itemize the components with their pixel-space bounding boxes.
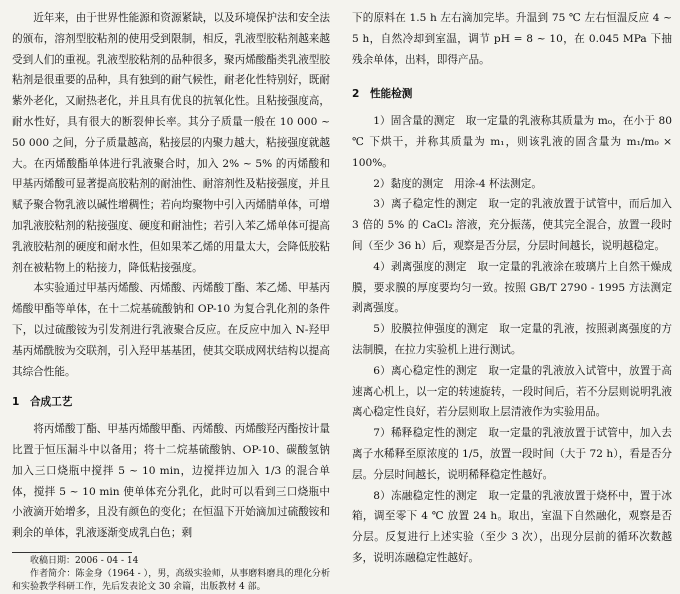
author-bio: 作者简介：陈金身（1964 - ），男，高级实验师，从事磨料磨具的理化分析和实验教学科研工作，先后发表论文 30 余篇，出版教材 4 部。: [12, 568, 330, 592]
section-heading-testing: 2 性能检测: [352, 88, 413, 101]
synthesis-paragraph: 将丙烯酸丁酯、甲基丙烯酸甲酯、丙烯酸、丙烯酸羟丙酯按计量比置于恒压漏斗中以备用；将十二烷基硫酸钠、OP-10、碳酸氢钠加入三口烧瓶中搅拌 5 ~ 10 min，边搅拌边加入 1/3 的混合单体，搅拌 5 ~ 10 min 使单体充分乳化，此时可以看到三口烧瓶中小液滴开始增多，且没有颜色的变化；在恒温下开始滴加过硫酸铵和剩余的单体，乳液逐渐变成乳白色；剩: [12, 423, 330, 540]
test-item: 4）剥离强度的测定 取一定量的乳液涂在玻璃片上自然干燥成膜，要求膜的厚度要均匀一致。按照 GB/T 2790 - 1995 方法测定剥离强度。: [352, 260, 672, 315]
test-item: 8）冻融稳定性的测定 取一定量的乳液放置于烧杯中，置于冰箱，调至零下 4 ℃ 放置 24 h。取出，室温下自然融化，观察是否分层。反复进行上述实验（至少 3 次），出现分层前的循环次数越多，说明冻融稳定性越好。: [352, 489, 672, 564]
test-item: 7）稀释稳定性的测定 取一定量的乳液放置于试管中，加入去离子水稀释至原浓度的 1/5，放置一段时间（大于 72 h），看是否分层。分层时间越长，说明稀释稳定性越好。: [352, 427, 672, 481]
intro-paragraph-1: 近年来，由于世界性能源和资源紧缺，以及环境保护法和安全法的颁布，溶剂型胶粘剂的使用受到限制，相反，乳液型胶粘剂越来越受到人们的重视。乳液型胶粘剂的品种很多，聚丙烯酸酯类乳液型胶粘剂是很重要的品种，具有独到的耐气候性，耐老化性特别好，既耐紫外老化，又耐热老化，并且具有优良的抗氧化性。且粘接强度高，耐水性好，具有很大的断裂伸长率。其分子质量一般在 10 000 ~ 50 000 之间，分子质量越高，粘接层的内聚力越大，粘接强度就越大。在丙烯酸酯单体进行乳液聚合时，加入 2% ~ 5% 的丙烯酸和甲基丙烯酸可显著提高胶粘剂的耐油性、耐溶剂性及粘接强度，并且赋予聚合物乳液以碱性增稠性；若向均聚物中引入丙烯腈单体，可增加乳液胶粘剂的粘接强度、硬度和耐油性；若引入苯乙烯单体可提高乳液胶粘剂的硬度和耐水性，但如果苯乙烯的用量太大，会降低胶粘剂在被粘物上的粘接力，降低粘接强度。: [12, 12, 330, 274]
section-heading-synthesis: 1 合成工艺: [12, 396, 73, 409]
right-column: [352, 8, 672, 569]
received-date: 收稿日期：2006 - 04 - 14: [30, 555, 139, 566]
synthesis-continuation: 下的原料在 1.5 h 左右滴加完毕。升温到 75 ℃ 左右恒温反应 4 ~ 5 h，自然冷却到室温，调节 pH = 8 ~ 10，在 0.045 MPa 下抽残余单体，出料，即得产品。: [352, 12, 672, 66]
test-item: 3）离子稳定性的测定 取一定的乳液放置于试管中，而后加入 3 倍的 5% 的 CaCl₂ 溶液，充分振荡，使其完全混合，放置一段时间（至少 36 h）后，观察是否分层，分层时间越长，说明越稳定。: [352, 198, 672, 252]
test-item: 6）离心稳定性的测定 取一定量的乳液放入试管中，放置于高速离心机上，以一定的转速旋转，一段时间后，若不分层则说明乳液离心稳定性良好，若分层则取上层清液作为实验用品。: [352, 364, 672, 419]
test-item: 5）胶膜拉伸强度的测定 取一定量的乳液，按照剥离强度的方法制膜，在拉力实验机上进行测试。: [352, 323, 672, 356]
test-item: 1）固含量的测定 取一定量的乳液称其质量为 m₀，在小于 80 ℃ 下烘干，并称其质量为 m₁，则该乳液的固含量为 m₁/m₀ × 100%。: [352, 115, 672, 169]
footnote-rule: [12, 552, 132, 553]
left-column: [12, 8, 330, 594]
test-item: 2）黏度的测定 用涂-4 杯法测定。: [373, 177, 542, 190]
intro-paragraph-2: 本实验通过甲基丙烯酸、丙烯酸、丙烯酸丁酯、苯乙烯、甲基丙烯酸甲酯等单体，在十二烷基硫酸钠和 OP-10 为复合乳化剂的条件下，以过硫酸铵为引发剂进行乳液聚合反应。在反应中加入 N-羟甲基丙烯酰胺为交联剂，引入羟甲基基团，使其交联成网状结构以提高其综合性能。: [12, 282, 330, 378]
